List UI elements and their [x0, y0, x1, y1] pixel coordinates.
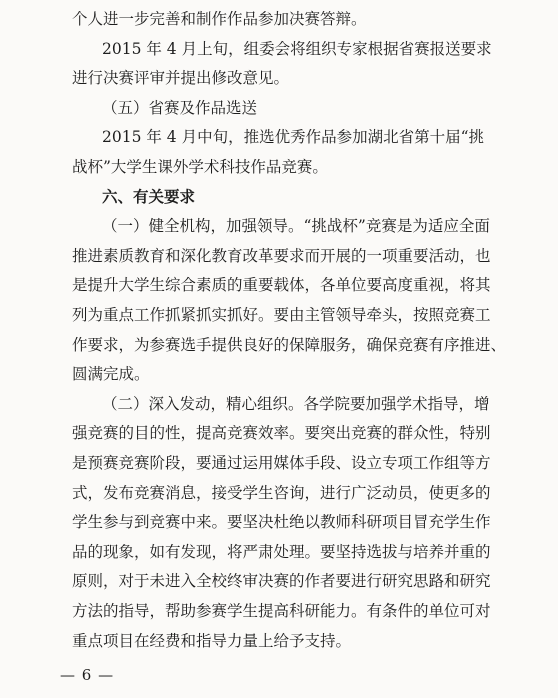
section-heading: （五）省赛及作品选送: [102, 98, 258, 117]
text-line: 是预赛竞赛阶段，要通过运用媒体手段、设立专项工作组等方: [72, 454, 491, 472]
text-line: 推进素质教育和深化教育改革要求而开展的一项重要活动，也: [72, 246, 491, 265]
text-line: 是提升大学生综合素质的重要载体，各单位要高度重视，将其: [72, 276, 491, 295]
text-line: 强竞赛的目的性，提高竞赛效率。要突出竞赛的群众性，特别: [72, 424, 491, 443]
text-line: 圆满完成。: [72, 365, 150, 384]
text-line: 方法的指导，帮助参赛学生提高科研能力。有条件的单位可对: [72, 602, 491, 620]
text-line: 重点项目在经费和指导力量上给予支持。: [72, 631, 352, 650]
text-line: 列为重点工作抓紧抓实抓好。要由主管领导牵头，按照竞赛工: [72, 306, 491, 324]
text-line: 作要求，为参赛选手提供良好的保障服务，确保竞赛有序推进、: [72, 335, 507, 354]
text-line: 2015 年 4 月中旬，推选优秀作品参加湖北省第十届“挑: [102, 128, 485, 147]
text-line: 品的现象，如有发现，将严肃处理。要坚持选拔与培养并重的: [72, 542, 491, 561]
text-line: 战杯”大学生课外学术科技作品竞赛。: [72, 158, 328, 176]
section-heading: 六、有关要求: [102, 187, 196, 206]
text-line: 进行决赛评审并提出修改意见。: [72, 69, 290, 88]
text-line: （一）健全机构，加强领导。“挑战杯”竞赛是为适应全面: [102, 217, 490, 236]
text-line: 个人进一步完善和制作作品参加决赛答辩。: [72, 10, 367, 28]
page-number: — 6 —: [60, 666, 115, 684]
text-line: 式，发布竞赛消息，接受学生咨询，进行广泛动员，使更多的: [72, 483, 491, 502]
text-line: 原则，对于未进入全校终审决赛的作者要进行研究思路和研究: [72, 572, 491, 591]
text-line: （二）深入发动，精心组织。各学院要加强学术指导，增: [102, 394, 490, 413]
text-line: 学生参与到竞赛中来。要坚决杜绝以教师科研项目冒充学生作: [72, 513, 491, 532]
text-line: 2015 年 4 月上旬，组委会将组织专家根据省赛报送要求: [102, 39, 492, 58]
